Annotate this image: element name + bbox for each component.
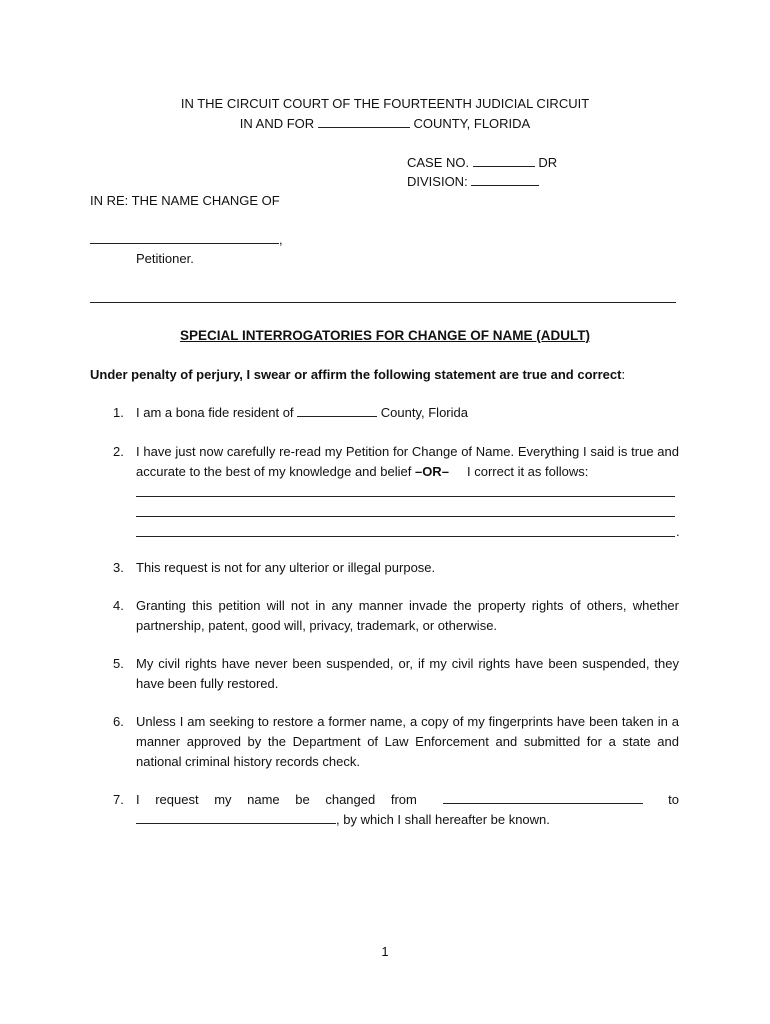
case-dr-label: DR — [538, 155, 558, 170]
county-florida-suffix: County, Florida — [380, 405, 468, 420]
resident-county-blank[interactable] — [297, 405, 377, 417]
petitioner-name-line — [90, 232, 283, 248]
list-item-5 — [113, 654, 679, 694]
correction-line-3[interactable] — [136, 536, 675, 537]
new-name-line — [136, 810, 679, 830]
name-change-line — [136, 790, 679, 810]
item-text: This request is not for any ulterior or illegal purpose. — [136, 560, 436, 575]
division-line — [407, 174, 539, 190]
case-number-blank[interactable] — [473, 155, 535, 167]
oath-statement — [90, 367, 625, 383]
division-blank[interactable] — [471, 174, 539, 186]
item-text: Unless I am seeking to restore a former name, a copy of my fingerprints have been taken in a manner approved by the Department of Law Enforcement and submitted for a state and national criminal history records check. — [136, 714, 679, 769]
caption-divider — [90, 302, 676, 303]
item-number: 6. — [113, 714, 124, 729]
new-name-blank[interactable] — [136, 812, 336, 824]
or-marker: –OR– — [414, 464, 449, 479]
case-no-label: CASE NO. — [407, 155, 470, 170]
to-label: to — [668, 792, 679, 807]
petition-reread-text: I have just now carefully re-read my Petition for Change of Name. Everything I said is true and accurate to the best of my knowledge and belief — [136, 444, 679, 479]
correction-line-1[interactable] — [136, 496, 675, 497]
case-number-line — [407, 155, 557, 171]
item-number: 5. — [113, 656, 124, 671]
former-name-blank[interactable] — [443, 792, 643, 804]
list-item-7 — [113, 790, 679, 830]
oath-text: Under penalty of perjury, I swear or affirm the following statement are true and correct — [90, 367, 622, 382]
petitioner-name-blank[interactable] — [90, 232, 279, 244]
correction-period: . — [676, 524, 680, 539]
correction-line-2[interactable] — [136, 516, 675, 517]
list-item-2 — [113, 442, 679, 482]
division-label: DIVISION: — [407, 174, 468, 189]
request-label: I request my name be changed from — [136, 792, 417, 807]
item-number: 1. — [113, 405, 124, 420]
item-text: Granting this petition will not in any manner invade the property rights of others, whether partnership, patent, good will, privacy, trademark, or otherwise. — [136, 598, 679, 633]
item-body — [136, 403, 679, 423]
petitioner-label: Petitioner. — [136, 251, 194, 266]
county-blank[interactable] — [318, 116, 410, 128]
item-number: 7. — [113, 792, 124, 807]
item-number: 4. — [113, 598, 124, 613]
resident-label: I am a bona fide resident of — [136, 405, 294, 420]
list-item-4 — [113, 596, 679, 636]
list-item-3 — [113, 558, 679, 578]
in-and-for-label: IN AND FOR — [239, 116, 315, 131]
court-line-2 — [0, 116, 770, 132]
document-title: SPECIAL INTERROGATORIES FOR CHANGE OF NAME (ADULT) — [179, 328, 590, 343]
oath-colon: : — [621, 367, 626, 382]
petitioner-comma: , — [279, 232, 283, 247]
item-body — [136, 442, 679, 482]
list-item-1 — [113, 403, 679, 423]
item-text: My civil rights have never been suspended, or, if my civil rights have been suspended, they have been fully restored. — [136, 656, 679, 691]
list-item-6 — [113, 712, 679, 772]
item-number: 3. — [113, 560, 124, 575]
county-florida-label: COUNTY, FLORIDA — [413, 116, 531, 131]
court-line-1: IN THE CIRCUIT COURT OF THE FOURTEENTH JUDICIAL CIRCUIT — [180, 96, 590, 111]
item-body — [136, 790, 679, 830]
correction-label: I correct it as follows: — [467, 464, 589, 479]
item-number: 2. — [113, 444, 124, 459]
in-re-label: IN RE: THE NAME CHANGE OF — [90, 193, 280, 208]
hereafter-known-text: , by which I shall hereafter be known. — [336, 812, 550, 827]
page-number: 1 — [381, 944, 389, 959]
